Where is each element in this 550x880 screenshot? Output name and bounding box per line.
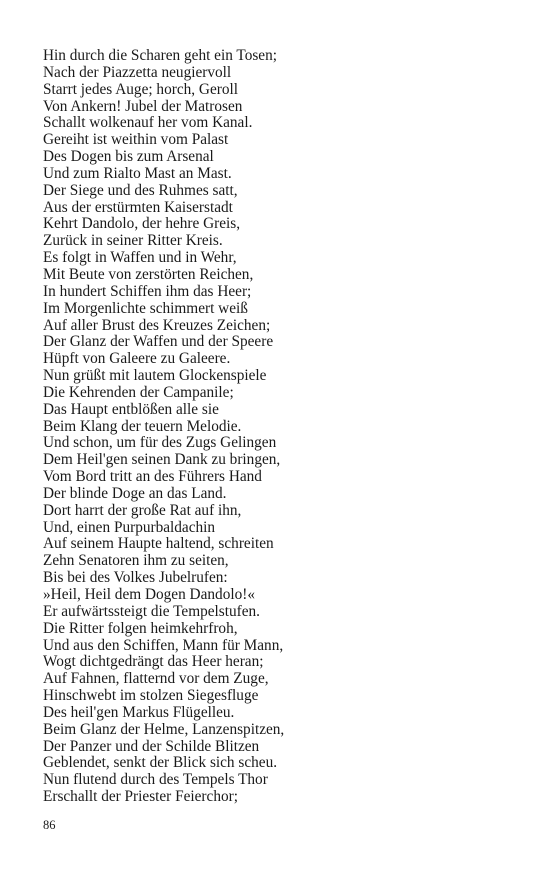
poem-line: Geblendet, senkt der Blick sich scheu. xyxy=(43,754,278,772)
page-number: 86 xyxy=(43,818,56,832)
poem-line: Vom Bord tritt an des Führers Hand xyxy=(43,468,262,486)
poem-line: Nun flutend durch des Tempels Thor xyxy=(43,771,268,789)
poem-line: Wogt dichtgedrängt das Heer heran; xyxy=(43,653,264,671)
poem-line: Erschallt der Priester Feierchor; xyxy=(43,788,238,806)
poem-line: Und, einen Purpurbaldachin xyxy=(43,518,216,536)
poem-line: Und schon, um für des Zugs Gelingen xyxy=(43,434,277,452)
poem-line: Und aus den Schiffen, Mann für Mann, xyxy=(43,636,284,654)
poem-line: Die Ritter folgen heimkehrfroh, xyxy=(43,619,238,637)
poem-line: Von Ankern! Jubel der Matrosen xyxy=(43,97,243,115)
poem-line: Des Dogen bis zum Arsenal xyxy=(43,148,214,166)
poem-line: Der Panzer und der Schilde Blitzen xyxy=(43,737,260,755)
poem-line: Nach der Piazzetta neugiervoll xyxy=(43,63,232,81)
poem-line: Beim Glanz der Helme, Lanzenspitzen, xyxy=(43,720,285,738)
poem-line: Im Morgenlichte schimmert weiß xyxy=(43,299,248,317)
poem-line: Hüpft von Galeere zu Galeere. xyxy=(43,350,231,368)
poem-line: Mit Beute von zerstörten Reichen, xyxy=(43,265,254,283)
poem-line: Des heil'gen Markus Flügelleu. xyxy=(43,703,235,721)
poem-line: Es folgt in Waffen und in Wehr, xyxy=(43,249,237,267)
poem-line: Hinschwebt im stolzen Siegesfluge xyxy=(43,687,259,705)
poem-line: Hin durch die Scharen geht ein Tosen; xyxy=(43,47,277,64)
poem-line: Der Siege und des Ruhmes satt, xyxy=(43,181,238,199)
poem-line: Starrt jedes Auge; horch, Geroll xyxy=(43,80,238,98)
poem-line: Bis bei des Volkes Jubelrufen: xyxy=(43,569,228,587)
poem-line: Zurück in seiner Ritter Kreis. xyxy=(43,232,223,250)
poem-line: In hundert Schiffen ihm das Heer; xyxy=(43,282,252,300)
poem-line: Dem Heil'gen seinen Dank zu bringen, xyxy=(43,451,281,469)
poem-line: Der Glanz der Waffen und der Speere xyxy=(43,333,274,351)
poem-line: Beim Klang der teuern Melodie. xyxy=(43,417,242,435)
poem-text xyxy=(43,48,284,806)
poem-line: Zehn Senatoren ihm zu seiten, xyxy=(43,552,229,570)
poem-line: »Heil, Heil dem Dogen Dandolo!« xyxy=(43,586,255,603)
poem-line: Aus der erstürmten Kaiserstadt xyxy=(43,198,233,216)
poem-line: Nun grüßt mit lautem Glockenspiele xyxy=(43,367,267,385)
poem-line: Der blinde Doge an das Land. xyxy=(43,484,227,502)
poem-line: Das Haupt entblößen alle sie xyxy=(43,400,219,418)
poem-line: Auf aller Brust des Kreuzes Zeichen; xyxy=(43,316,271,334)
poem-line: Auf Fahnen, flatternd vor dem Zuge, xyxy=(43,670,269,688)
poem-line: Auf seinem Haupte haltend, schreiten xyxy=(43,535,274,553)
poem-line: Gereiht ist weithin vom Palast xyxy=(43,131,229,149)
poem-line: Dort harrt der große Rat auf ihn, xyxy=(43,501,242,519)
poem-line: Und zum Rialto Mast an Mast. xyxy=(43,164,232,182)
poem-line: Die Kehrenden der Campanile; xyxy=(43,383,234,401)
poem-line: Kehrt Dandolo, der hehre Greis, xyxy=(43,215,241,233)
poem-line: Schallt wolkenauf her vom Kanal. xyxy=(43,114,253,132)
poem-line: Er aufwärtssteigt die Tempelstufen. xyxy=(43,602,260,620)
